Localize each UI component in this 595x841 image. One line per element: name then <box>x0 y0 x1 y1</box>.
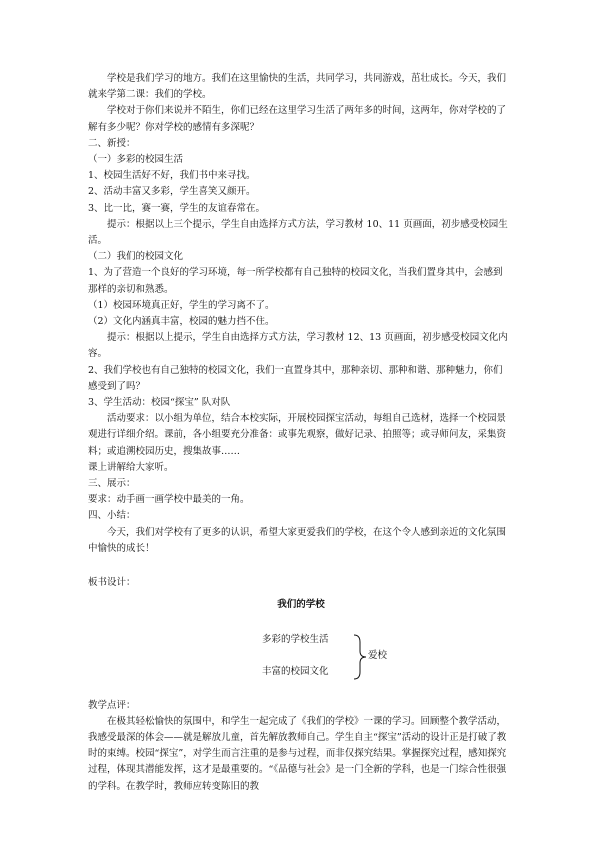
section-heading-summary: 四、小结： <box>88 510 136 522</box>
comment-heading: 教学点评： <box>88 699 136 711</box>
board-item-campus-culture: 丰富的校园文化 <box>262 665 329 677</box>
section-heading-new-lesson: 二、新授： <box>88 137 136 149</box>
intro-paragraph: 学校是我们学习的地方。我们在这里愉快的生活，共同学习，共同游戏，茁壮成长。今天，我们就来学第二课：我们的学校。 <box>88 73 507 101</box>
board-result: 爱校 <box>368 649 388 661</box>
culture-subitem-1: （1）校园环境真正好，学生的学习离不了。 <box>88 299 275 311</box>
board-title: 我们的学校 <box>277 599 325 611</box>
display-requirement-line: 要求：动手画一画学校中最美的一角。 <box>88 494 250 506</box>
culture-item-3: 3、学生活动：校园“探宝” 队对队 <box>88 397 231 409</box>
right-brace-icon <box>352 634 368 680</box>
board-diagram <box>88 624 508 682</box>
hint-paragraph-2: 提示：根据以上提示，学生自由选择方式方法，学习教材 12、13 页画面，初步感受校园文化内容。 <box>88 332 508 360</box>
culture-subitem-2: （2）文化内涵真丰富，校园的魅力挡不住。 <box>88 316 275 328</box>
summary-paragraph: 今天，我们对学校有了更多的认识，希望大家更爱我们的学校，在这个令人感到亲近的文化氛围中愉快的成长！ <box>88 526 507 554</box>
list-item-1: 1、校园生活好不好，我们书中来寻找。 <box>88 170 256 182</box>
board-design-heading: 板书设计： <box>88 577 136 589</box>
list-item-2: 2、活动丰富又多彩，学生喜笑又颜开。 <box>88 186 256 198</box>
document-page <box>88 71 508 795</box>
culture-item-1: 1、为了营造一个良好的学习环境，每一所学校都有自己独特的校园文化，当我们置身其中，会感到那样的亲切和熟悉。 <box>88 267 503 295</box>
subsection-heading-campus-culture: （二）我们的校园文化 <box>88 251 184 263</box>
subsection-heading-campus-life: （一）多彩的校园生活 <box>88 154 184 166</box>
hint-paragraph-1: 提示：根据以上三个提示，学生自由选择方式方法，学习教材 10、11 页画面，初步感受校园生活。 <box>88 218 508 247</box>
intro-question-paragraph: 学校对于你们来说并不陌生，你们已经在这里学习生活了两年多的时间，这两年，你对学校的了解有多少呢？你对学校的感情有多深呢？ <box>88 105 507 133</box>
section-heading-display: 三、展示： <box>88 478 136 490</box>
activity-requirement-paragraph: 活动要求：以小组为单位，结合本校实际，开展校园探宝活动，每组自己选材，选择一个校园景观进行详细介绍。课前，各小组要充分准备：或事先观察，做好记录、拍照等；或寻师问友，采集资料；或追溯校园历史，搜集故事…… <box>88 413 507 457</box>
culture-item-2: 2、我们学校也有自己独特的校园文化，我们一直置身其中，那种亲切、那种和谐、那种魅力，你们感受到了吗？ <box>88 364 503 392</box>
comment-paragraph: 在极其轻松愉快的氛围中，和学生一起完成了《我们的学校》一课的学习。回顾整个教学活动，我感受最深的体会——就是解放儿童，首先解放教师自己。学生自主“探宝”活动的设计正是打破了教时的束缚。校园“探宝”，对学生而言注重的是参与过程，而非仅探究结果。掌握探究过程，感知探究过程，体现其潜能发挥，这才是最重要的。“《品德与社会》是一门全新的学科，也是一门综合性很强的学科。在教学时，教师应转变陈旧的教 <box>88 715 507 792</box>
list-item-3: 3、比一比，赛一赛，学生的友谊春常在。 <box>88 202 266 214</box>
board-item-campus-life: 多彩的学校生活 <box>262 633 329 645</box>
activity-conclusion-line: 课上讲解给大家听。 <box>88 461 174 473</box>
